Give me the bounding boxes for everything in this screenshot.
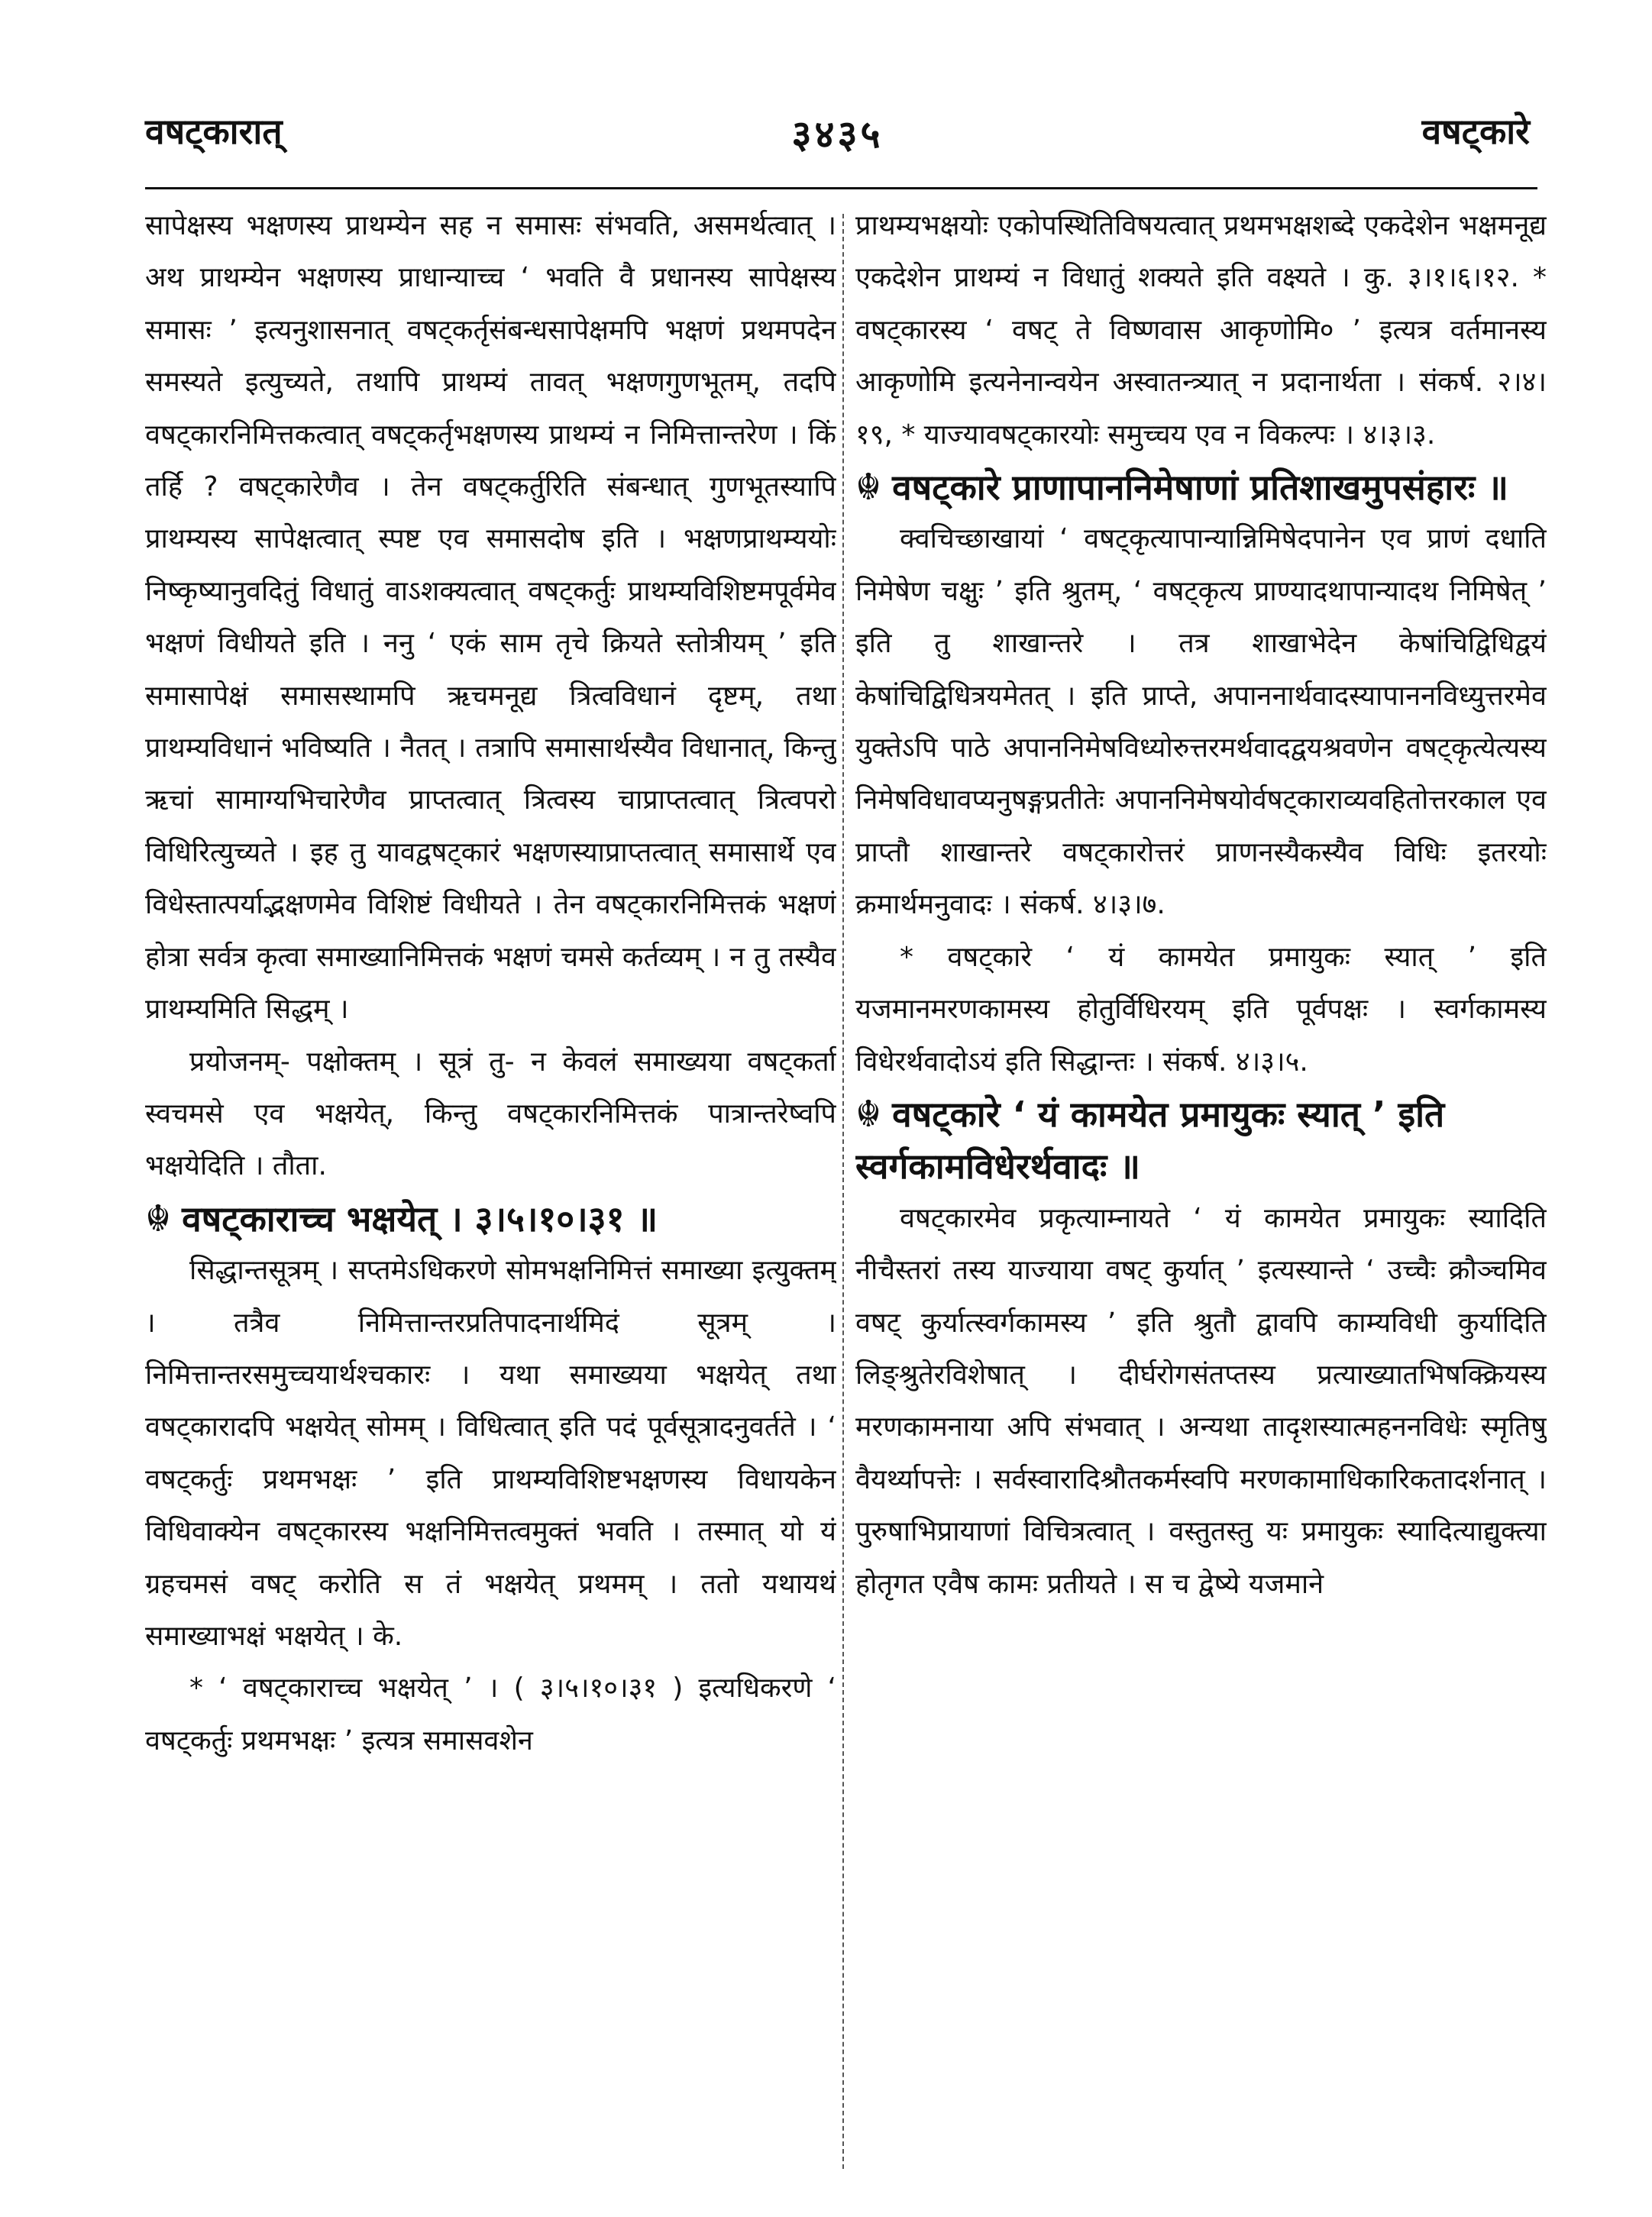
section-heading-text: वषट्काराच्च भक्षयेत् । ३।५।१०।३१ ॥	[182, 1197, 658, 1239]
entry-paragraph: प्राथम्यभक्षयोः एकोपस्थितिविषयत्वात् प्रथमभक्षशब्दे एकदेशेन भक्षमनूद्य एकदेशेन प्राथम्यं न विधातुं शक्यते इति वक्ष्यते । कु. ३।१।६।१२. * वषट्कारस्य ‘ वषट् ते विष्णवास आकृणोमि० ’ इत्यत्र वर्तमानस्य आकृणोमि इत्यनेनान्वयेन अस्वातन्त्र्यात् न प्रदानार्थता । संकर्ष. २।४।१९, * याज्यावषट्कारयोः समुच्चय एव न विकल्पः । ४।३।३.	[855, 210, 1547, 451]
section-heading-text: वषट्कारे ‘ यं कामयेत प्रमायुकः स्यात् ’ इति स्वर्गकामविधेरर्थवादः ॥	[855, 1093, 1445, 1188]
section-heading	[145, 1193, 836, 1245]
right-guide-word: वषट्कारे	[1421, 111, 1530, 152]
entry-paragraph: सापेक्षस्य भक्षणस्य प्राथम्येन सह न समासः संभवति, असमर्थत्वात् । अथ प्राथम्येन भक्षणस्य प्राधान्याच्च ‘ भवति वै प्रधानस्य सापेक्षस्य समासः ’ इत्यनुशासनात् वषट्कर्तृसंबन्धसापेक्षमपि भक्षणं प्रथमपदेन समस्यते इत्युच्यते, तथापि प्राथम्यं तावत् भक्षणगुणभूतम्, तदपि वषट्कारनिमित्तकत्वात् वषट्कर्तृभक्षणस्य प्राथम्यं न निमित्तान्तरेण । किं तर्हि ? वषट्कारेणैव । तेन वषट्कर्तुरिति संबन्धात् गुणभूतस्यापि प्राथम्यस्य सापेक्षत्वात् स्पष्ट एव समासदोष इति । भक्षणप्राथम्ययोः निष्कृष्यानुवदितुं विधातुं वाऽशक्यत्वात् वषट्कर्तुः प्राथम्यविशिष्टमपूर्वमेव भक्षणं विधीयते इति । ननु ‘ एकं साम तृचे क्रियते स्तोत्रीयम् ’ इति समासापेक्षं समासस्थामपि ऋचमनूद्य त्रित्वविधानं दृष्टम्, तथा प्राथम्यविधानं भविष्यति । नैतत् । तत्रापि समासार्थस्यैव विधानात्, किन्तु ऋचां सामाग्यभिचारेणैव प्राप्तत्वात् त्रित्वस्य चाप्राप्तत्वात् त्रित्वपरो विधिरित्युच्यते । इह तु यावद्वषट्कारं भक्षणस्याप्राप्तत्वात् समासार्थे एव विधेस्तात्पर्याद्भक्षणमेव विशिष्टं विधीयते । तेन वषट्कारनिमित्तकं भक्षणं होत्रा सर्वत्र कृत्वा समाख्यानिमित्तकं भक्षणं चमसे कर्तव्यम् । न तु तस्यैव प्राथम्यमिति सिद्धम् ।	[145, 210, 836, 1026]
section-mark-icon: ☬	[145, 1197, 172, 1240]
entry-paragraph: * ‘ वषट्काराच्च भक्षयेत् ’ । ( ३।५।१०।३१ ) इत्यधिकरणे ‘ वषट्कर्तुः प्रथमभक्षः ’ इत्यत्र समासवशेन	[145, 1672, 836, 1756]
section-heading	[855, 461, 1547, 513]
entry-paragraph: सिद्धान्तसूत्रम् । सप्तमेऽधिकरणे सोमभक्षनिमित्तं समाख्या इत्युक्तम् । तत्रैव निमित्तान्तरप्रतिपादनार्थमिदं सूत्रम् । निमित्तान्तरसमुच्चयार्थश्चकारः । यथा समाख्यया भक्षयेत् तथा वषट्कारादपि भक्षयेत् सोमम् । विधित्वात् इति पदं पूर्वसूत्रादनुवर्तते । ‘ वषट्कर्तुः प्रथमभक्षः ’ इति प्राथम्यविशिष्टभक्षणस्य विधायकेन विधिवाक्येन वषट्कारस्य भक्षनिमित्तत्वमुक्तं भवति । तस्मात् यो यं ग्रहचमसं वषट् करोति स तं भक्षयेत् प्रथमम् । ततो यथायथं समाख्याभक्षं भक्षयेत् । के.	[145, 1255, 836, 1652]
header-rule	[145, 187, 1537, 189]
left-column	[145, 200, 836, 2170]
entry-paragraph: * वषट्कारे ‘ यं कामयेत प्रमायुकः स्यात् ’ इति यजमानमरणकामस्य होतुर्विधिरयम् इति पूर्वपक्षः । स्वर्गकामस्य विधेरर्थवादोऽयं इति सिद्धान्तः । संकर्ष. ४।३।५.	[855, 941, 1547, 1078]
column-divider	[842, 214, 844, 2169]
page-number: ३४३५	[791, 112, 884, 157]
right-column	[855, 200, 1547, 2170]
entry-paragraph: वषट्कारमेव प्रकृत्याम्नायते ‘ यं कामयेत प्रमायुकः स्यादिति नीचैस्तरां तस्य याज्याया वषट् कुर्यात् ’ इत्यस्यान्ते ‘ उच्चैः क्रौञ्चमिव वषट् कुर्यात्स्वर्गकामस्य ’ इति श्रुतौ द्वावपि काम्यविधी कुर्यादिति लिङ्श्रुतेरविशेषात् । दीर्घरोगसंतप्तस्य प्रत्याख्यातभिषक्क्रियस्य मरणकामनाया अपि संभवात् । अन्यथा तादृशस्यात्महननविधेः स्मृतिषु वैयर्थ्यापत्तेः । सर्वस्वारादिश्रौतकर्मस्वपि मरणकामाधिकारिकतादर्शनात् । पुरुषाभिप्रायाणां विचित्रत्वात् । वस्तुतस्तु यः प्रमायुकः स्यादित्याद्युक्त्या होतृगत एवैष कामः प्रतीयते । स च द्वेष्ये यजमाने	[855, 1202, 1547, 1600]
entry-paragraph: क्वचिच्छाखायां ‘ वषट्कृत्यापान्यान्निमिषेदपानेन एव प्राणं दधाति निमेषेण चक्षुः ’ इति श्रुतम्, ‘ वषट्कृत्य प्राण्यादथापान्यादथ निमिषेत् ’ इति तु शाखान्तरे । तत्र शाखाभेदेन केषांचिद्विधिद्वयं केषांचिद्विधित्रयमेतत् । इति प्राप्ते, अपाननार्थवादस्यापाननविध्युत्तरमेव युक्तेऽपि पाठे अपाननिमेषविध्योरुत्तरमर्थवादद्वयश्रवणेन वषट्कृत्येत्यस्य निमेषविधावप्यनुषङ्गप्रतीतेः अपाननिमेषयोर्वषट्काराव्यवहितोत्तरकाल एव प्राप्तौ शाखान्तरे वषट्कारोत्तरं प्राणनस्यैकस्यैव विधिः इतरयोः क्रमार्थमनुवादः । संकर्ष. ४।३।७.	[855, 523, 1547, 921]
section-mark-icon: ☬	[855, 466, 882, 509]
section-heading-text: वषट्कारे प्राणापाननिमेषाणां प्रतिशाखमुपसंहारः ॥	[892, 467, 1508, 509]
page-header	[137, 107, 1537, 176]
left-guide-word: वषट्कारात्	[145, 111, 283, 152]
section-heading	[855, 1088, 1547, 1193]
entry-paragraph: प्रयोजनम्- पक्षोक्तम् । सूत्रं तु- न केवलं समाख्यया वषट्कर्ता स्वचमसे एव भक्षयेत्, किन्तु वषट्कारनिमित्तकं पात्रान्तरेष्वपि भक्षयेदिति । तौता.	[145, 1045, 836, 1182]
section-mark-icon: ☬	[855, 1092, 882, 1136]
